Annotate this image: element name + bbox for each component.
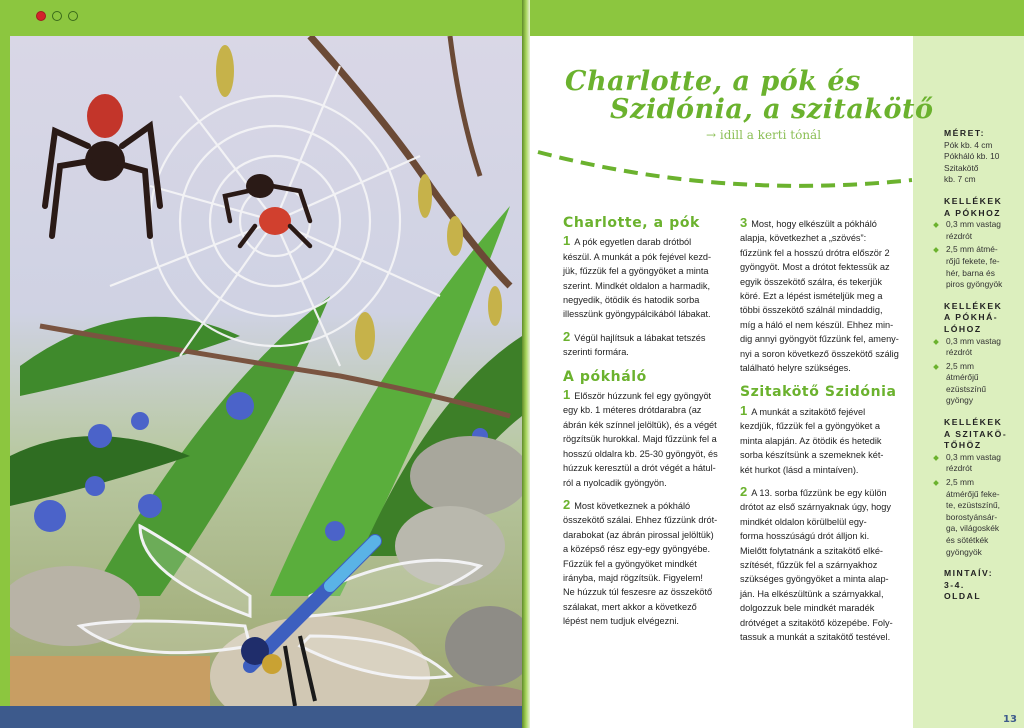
size-text: Pók kb. 4 cm Pókháló kb. 10 Szitakötő kb. 7 cm [944, 139, 1000, 185]
step-text: Végül hajlítsuk a lábakat tetszés szerinti formára. [563, 332, 706, 358]
top-band [0, 0, 1024, 36]
section-heading-web: A pókháló [563, 368, 647, 385]
step-text: Most, hogy elkészült a pókháló alapja, következhet a „szövés”: fűzzünk fel a hosszú drótra először 2 gyöngyöt. Most a drótot fektessük az egyik összekötő szálra, és tekerjük köré. Ezt a lépést ismételjük meg a többi összekötő szálnál mindaddig, míg a háló el nem készül. Ehhez min- dig annyi gyöngyöt fűzzünk fel, ameny- nyi a soron következő összekötő szálig található helyre szükséges. [740, 219, 899, 374]
material-item: 2,5 mm átmérőjű ezüstszínű gyöngy [944, 361, 1022, 407]
material-item: 0,3 mm vastag rézdrót [944, 336, 1022, 359]
empty-dot [52, 11, 62, 21]
red-dot [36, 11, 46, 21]
material-item: 0,3 mm vastag rézdrót [944, 219, 1022, 242]
step-block [563, 388, 727, 490]
step-block [563, 498, 727, 629]
step-text: Most következnek a pókháló összekötő szálai. Ehhez fűzzünk drót- darabokat (az ábrán pirossal jelöltük) a középső rész egy-egy gyöngyébe. Fűzzük fel a gyöngyöket mindkét irányba, majd rögzítsük. Figyelem! Ne húzzuk túl feszesre az összekötő szálakat, mert akkor a következő lépést nem tudjuk elvégezni. [563, 500, 718, 627]
step-block [740, 216, 900, 375]
step-text: A munkát a szitakötő fejével kezdjük, fűzzük fel a gyöngyöket a minta alapján. Az ötödik és hetedik sorba készítsünk a szemeknek két- két hurkot (lásd a mintaíven). [740, 406, 884, 475]
page-number: 13 [1003, 714, 1017, 725]
pattern-sheet-heading: MINTAÍV: 3-4. OLDAL [944, 568, 994, 602]
step-number: 3 [740, 215, 748, 230]
material-item: 2,5 mm átmérőjű feke- te, ezüstszínű, borostyánsár- ga, világoskék és sötétkék gyöngyök [944, 477, 1022, 558]
page-marker-dots [36, 11, 78, 21]
instructions-column-2 [740, 216, 900, 652]
materials-dragonfly-heading: KELLÉKEK A SZITAKÖ- TŐHÖZ [944, 417, 1008, 451]
section-heading-dragonfly: Szitakötő Szidónia [740, 384, 897, 401]
photo-illustration [10, 36, 522, 728]
step-number: 2 [563, 328, 571, 344]
materials-spider-heading: KELLÉKEK A PÓKHOZ [944, 195, 1003, 218]
page-title-line1: Charlotte, a pók és [565, 66, 861, 97]
step-text: Először húzzunk fel egy gyöngyöt egy kb. 1 méteres drótdarabra (az ábrán kék színnel jelöltük), és a végét rögzítsük hurokkal. Majd fűzzünk fel a hosszú oldalra kb. 25-30 gyöngyöt, és húzzuk keresztül a drót végét a hátul- ról a nyolcadik gyöngyön. [563, 391, 718, 488]
material-item: 2,5 mm átmé- rőjű fekete, fe- hér, barna és piros gyöngyök [944, 244, 1022, 290]
page-title-line2: Szidónia, a szitakötő [610, 94, 934, 125]
section-heading-spider: Charlotte, a pók [563, 215, 700, 231]
step-text: A 13. sorba fűzzünk be egy külön drótot az első szárnyaknak úgy, hogy mindkét oldalon körülbelül egy- forma hosszúságú drót álljon ki. Mielőtt folytatnánk a szitakötő elké- szítését, fűzzük fel a szárnyakhoz szükséges gyöngyöket a minta alap- ján. Ha elkészültünk a szárnyakkal, dolgozzuk bele mindkét maradék drótvéget a szitakötő közepébe. Foly- tassuk a munkát a szitakötő testével. [740, 487, 893, 642]
page-subtitle: → idill a kerti tónál [706, 128, 822, 142]
material-item: 0,3 mm vastag rézdrót [944, 452, 1022, 475]
step-block [740, 485, 900, 644]
step-number: 1 [740, 402, 748, 418]
step-block [563, 234, 727, 321]
step-number: 2 [740, 483, 748, 499]
step-block [563, 330, 727, 360]
materials-sidebar [944, 128, 1022, 603]
book-spine [522, 0, 530, 728]
step-block [740, 404, 900, 477]
size-heading: MÉRET: [944, 128, 985, 138]
spider-large [45, 94, 160, 236]
decorative-dashed-arc [530, 140, 920, 210]
step-number: 1 [563, 233, 571, 249]
step-number: 1 [563, 387, 571, 403]
materials-web-heading: KELLÉKEK A PÓKHÁ- LÓHOZ [944, 300, 1003, 334]
craft-photo [10, 36, 522, 728]
step-number: 2 [563, 496, 571, 512]
step-text: A pók egyetlen darab drótból készül. A munkát a pók fejével kezd- jük, fűzzük fel a gyöngyöket a minta szerint. Mindkét oldalon a harmadik, negyedik, ötödik és hatodik sorba illesszünk gyöngypálcikából lábakat. [563, 237, 712, 320]
empty-dot [68, 11, 78, 21]
instructions-column-1 [563, 216, 727, 637]
